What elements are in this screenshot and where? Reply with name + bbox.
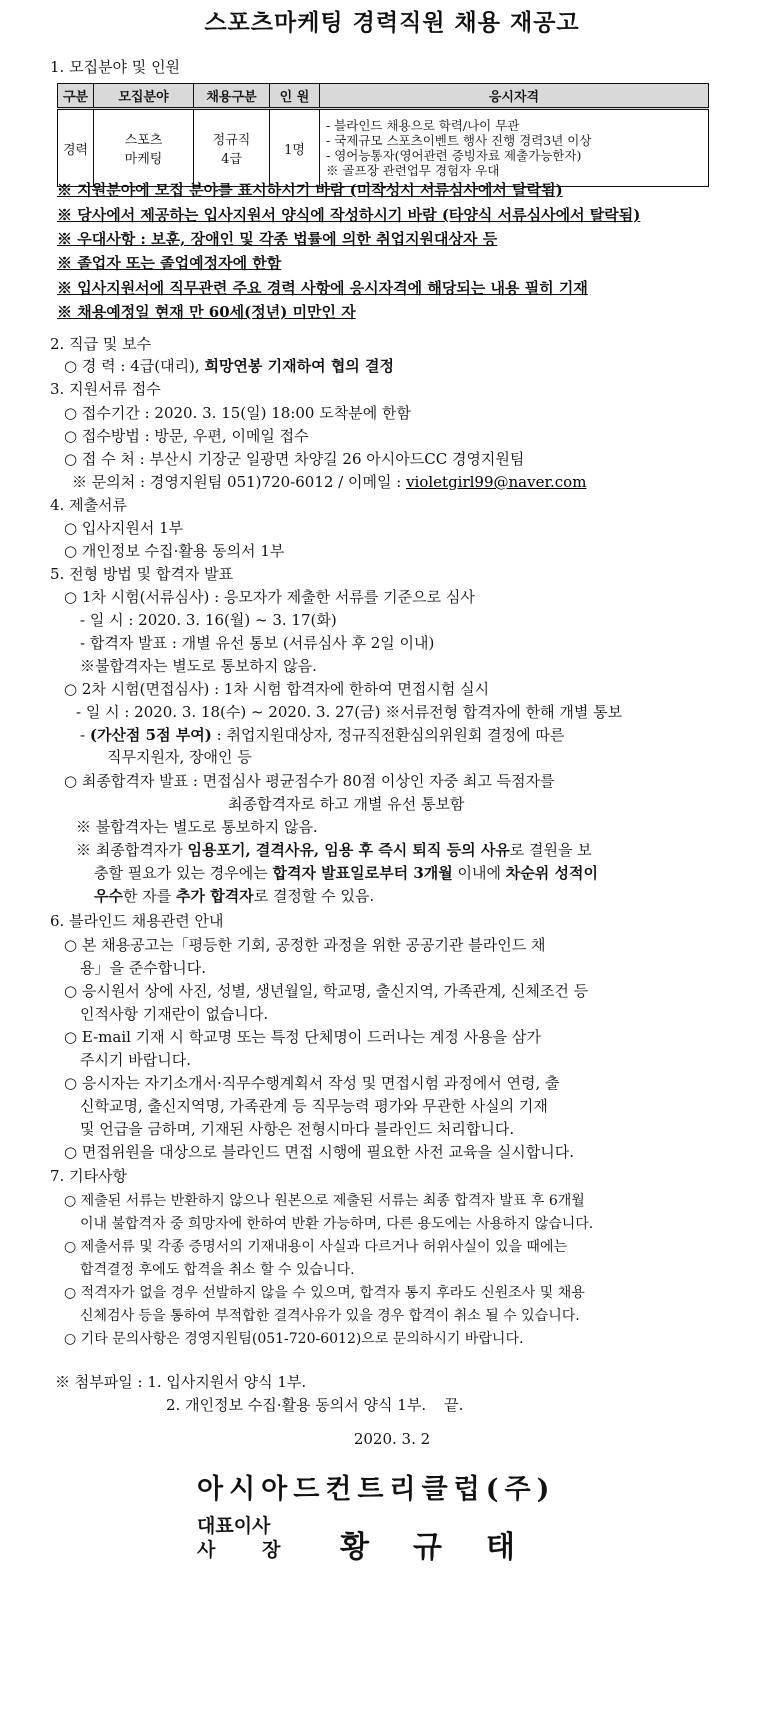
notice-line: ※ 졸업자 또는 졸업예정자에 한함 bbox=[57, 254, 282, 272]
backup-note-excellent: 우수 bbox=[94, 887, 123, 905]
section-3-heading: 3. 지원서류 접수 bbox=[50, 380, 161, 398]
salary-line bbox=[64, 355, 394, 376]
bonus-text: : 취업지원대상자, 정규직전환심의위원회 결정에 따른 bbox=[211, 726, 565, 744]
misc-line: ○ 기타 문의사항은 경영지원팀(051-720-6012)으로 문의하시기 바랍니다. bbox=[64, 1331, 524, 1347]
qualification-line: - 블라인드 채용으로 학력/나이 무관 bbox=[326, 118, 520, 133]
backup-note-period: 합격자 발표일로부터 3개월 bbox=[272, 864, 453, 882]
blind-line: ○ 응시자는 자기소개서·직무수행계획서 작성 및 면접시험 과정에서 연령, 출 bbox=[64, 1074, 560, 1092]
attachment-line bbox=[166, 1394, 463, 1415]
misc-line: ○ 제출된 서류는 반환하지 않으나 원본으로 제출된 서류는 최종 합격자 발표 후 6개월 bbox=[64, 1193, 585, 1209]
notice-line: ※ 입사지원서에 직무관련 주요 경력 사항에 응시자격에 해당되는 내용 필히 기재 bbox=[57, 279, 588, 297]
backup-note-text: ※ 최종합격자가 bbox=[76, 841, 188, 859]
backup-note bbox=[76, 839, 592, 860]
salary-grade: ○ 경 력 : 4급(대리), bbox=[64, 357, 205, 375]
end-mark: 끝. bbox=[444, 1396, 464, 1414]
application-method: ○ 접수방법 : 방문, 우편, 이메일 접수 bbox=[64, 427, 309, 445]
contact-line bbox=[72, 471, 586, 492]
backup-note-text: 이내에 bbox=[452, 864, 506, 882]
blind-line: ○ 면접위원을 대상으로 블라인드 면접 시행에 필요한 사전 교육을 실시합니다. bbox=[64, 1143, 574, 1161]
round-1-date: - 일 시 : 2020. 3. 16(월) ~ 3. 17(화) bbox=[80, 611, 337, 629]
notice-line: ※ 채용예정일 현재 만 60세(정년) 미만인 자 bbox=[57, 303, 356, 321]
blind-line: 신학교명, 출신지역명, 가족관계 등 직무능력 평가와 무관한 사실의 기재 bbox=[80, 1097, 548, 1115]
employment-line: 4급 bbox=[221, 152, 242, 167]
misc-line: ○ 제출서류 및 각종 증명서의 기재내용이 사실과 다르거나 허위사실이 있을 때에는 bbox=[64, 1239, 568, 1255]
cell-employment bbox=[194, 109, 270, 187]
section-2-heading: 2. 직급 및 보수 bbox=[50, 335, 152, 353]
blind-line: ○ E-mail 기재 시 학교명 또는 특정 단체명이 드러나는 계정 사용을 삼가 bbox=[64, 1028, 541, 1046]
reject-note: ※ 불합격자는 별도로 통보하지 않음. bbox=[76, 818, 318, 836]
section-7-heading: 7. 기타사항 bbox=[50, 1167, 128, 1185]
company-name: 아시아드컨트리클럽(주) bbox=[197, 1474, 556, 1505]
application-address: ○ 접 수 처 : 부산시 기장군 일광면 차양길 26 아시아드CC 경영지원팀 bbox=[64, 450, 525, 468]
qualification-line: - 영어능통자(영어관련 증빙자료 제출가능한자) bbox=[326, 148, 582, 163]
application-period: ○ 접수기간 : 2020. 3. 15(일) 18:00 도착분에 한함 bbox=[64, 404, 411, 422]
qualification-line: ※ 골프장 관련업무 경험자 우대 bbox=[326, 163, 500, 178]
salary-negotiation: 희망연봉 기재하여 협의 결정 bbox=[204, 357, 395, 375]
blind-line: 인적사항 기재란이 없습니다. bbox=[80, 1005, 269, 1023]
bonus-line-2: 직무지원자, 장애인 등 bbox=[107, 748, 252, 766]
field-line: 마케팅 bbox=[124, 152, 163, 167]
blind-line: ○ 본 채용공고는「평등한 기회, 공정한 과정을 위한 공공기관 블라인드 채 bbox=[64, 936, 546, 954]
misc-line: 이내 불합격자 중 희망자에 한하여 반환 가능하며, 다른 용도에는 사용하지 않습니다. bbox=[80, 1216, 594, 1232]
final-announce-line-2: 최종합격자로 하고 개별 유선 통보함 bbox=[228, 795, 465, 813]
blind-line: 및 언급을 금하며, 기재된 사항은 전형시마다 블라인드 처리합니다. bbox=[80, 1120, 515, 1138]
backup-note-rank: 차순위 성적이 bbox=[505, 864, 598, 882]
cell-type: 경력 bbox=[58, 109, 94, 187]
round-1-announce: - 합격자 발표 : 개별 유선 통보 (서류심사 후 2일 이내) bbox=[80, 634, 435, 652]
field-line: 스포츠 bbox=[124, 133, 163, 148]
final-announce-line: ○ 최종합격자 발표 : 면접심사 평균점수가 80점 이상인 자중 최고 득점자를 bbox=[64, 772, 555, 790]
employment-line: 정규직 bbox=[212, 133, 251, 148]
table-header: 구분 bbox=[58, 84, 94, 109]
misc-line: 신체검사 등을 통하여 부적합한 결격사유가 있을 경우 합격이 취소 될 수 있습니다. bbox=[80, 1308, 580, 1324]
cell-field bbox=[94, 109, 194, 187]
announcement-date: 2020. 3. 2 bbox=[353, 1430, 431, 1448]
backup-note-text: 로 결정할 수 있음. bbox=[253, 887, 375, 905]
misc-line: 합격결정 후에도 합격을 취소 할 수 있습니다. bbox=[80, 1262, 355, 1278]
notice-line: ※ 우대사항 : 보훈, 장애인 및 각종 법률에 의한 취업지원대상자 등 bbox=[57, 230, 498, 248]
round-1-line: ○ 1차 시험(서류심사) : 응모자가 제출한 서류를 기준으로 심사 bbox=[64, 588, 475, 606]
table-header: 채용구분 bbox=[194, 84, 270, 109]
notice-line: ※ 당사에서 제공하는 입사지원서 양식에 작성하시기 바람 (타양식 서류심사에서 탈락됨) bbox=[57, 206, 641, 224]
backup-note-additional: 추가 합격자 bbox=[176, 887, 254, 905]
backup-note-text: 로 결원을 보 bbox=[509, 841, 592, 859]
round-1-note: ※불합격자는 별도로 통보하지 않음. bbox=[80, 657, 317, 675]
table-row bbox=[58, 109, 709, 187]
signatory-name: 황규태 bbox=[340, 1530, 559, 1565]
signatory-title: 사 장 bbox=[197, 1539, 301, 1561]
cell-qualifications bbox=[320, 109, 709, 187]
blind-line: 용」을 준수합니다. bbox=[80, 959, 206, 977]
section-6-heading: 6. 블라인드 채용관련 안내 bbox=[50, 912, 224, 930]
page-title: 스포츠마케팅 경력직원 채용 재공고 bbox=[204, 9, 580, 36]
contact-text: ※ 문의처 : 경영지원팀 051)720-6012 / 이메일 : bbox=[72, 473, 407, 491]
backup-note-line-2 bbox=[94, 862, 598, 883]
misc-line: ○ 적격자가 없을 경우 선발하지 않을 수 있으며, 합격자 통지 후라도 신원조사 및 채용 bbox=[64, 1285, 585, 1301]
bonus-dash: - bbox=[80, 726, 90, 744]
cell-count: 1명 bbox=[270, 109, 320, 187]
section-5-heading: 5. 전형 방법 및 합격자 발표 bbox=[50, 565, 234, 583]
table-header-row bbox=[58, 84, 709, 109]
bonus-points: (가산점 5점 부여) bbox=[89, 726, 212, 744]
attachment-line: ※ 첨부파일 : 1. 입사지원서 양식 1부. bbox=[55, 1373, 307, 1391]
blind-line: ○ 응시원서 상에 사진, 성별, 생년월일, 학교명, 출신지역, 가족관계, 신체조건 등 bbox=[64, 982, 589, 1000]
qualification-line: - 국제규모 스포츠이벤트 행사 진행 경력3년 이상 bbox=[326, 133, 592, 148]
round-2-date: - 일 시 : 2020. 3. 18(수) ~ 2020. 3. 27(금) ※서류전형 합격자에 한해 개별 통보 bbox=[76, 703, 623, 721]
blind-line: 주시기 바랍니다. bbox=[80, 1051, 191, 1069]
section-1-heading: 1. 모집분야 및 인원 bbox=[50, 58, 181, 76]
round-2-line: ○ 2차 시험(면접심사) : 1차 시험 합격자에 한하여 면접시험 실시 bbox=[64, 680, 490, 698]
document-item: ○ 입사지원서 1부 bbox=[64, 519, 184, 537]
table-header: 응시자격 bbox=[320, 84, 709, 109]
backup-note-reasons: 임용포기, 결격사유, 임용 후 즉시 퇴직 등의 사유 bbox=[187, 841, 510, 859]
backup-note-text: 충할 필요가 있는 경우에는 bbox=[94, 864, 273, 882]
table-header: 인 원 bbox=[270, 84, 320, 109]
backup-note-line-3 bbox=[94, 885, 374, 906]
signatory-title: 대표이사 bbox=[197, 1515, 271, 1537]
recruitment-table bbox=[57, 83, 709, 187]
email-link[interactable]: violetgirl99@naver.com bbox=[406, 473, 587, 491]
backup-note-text: 한 자를 bbox=[122, 887, 176, 905]
attachment-text: 2. 개인정보 수집·활용 동의서 양식 1부. bbox=[166, 1396, 427, 1414]
section-4-heading: 4. 제출서류 bbox=[50, 496, 128, 514]
table-header: 모집분야 bbox=[94, 84, 194, 109]
bonus-line bbox=[80, 724, 564, 745]
document-item: ○ 개인정보 수집·활용 동의서 1부 bbox=[64, 542, 285, 560]
notice-line: ※ 지원분야에 모집 분야를 표시하시기 바람 (미작성시 서류심사에서 탈락됨) bbox=[57, 181, 563, 199]
